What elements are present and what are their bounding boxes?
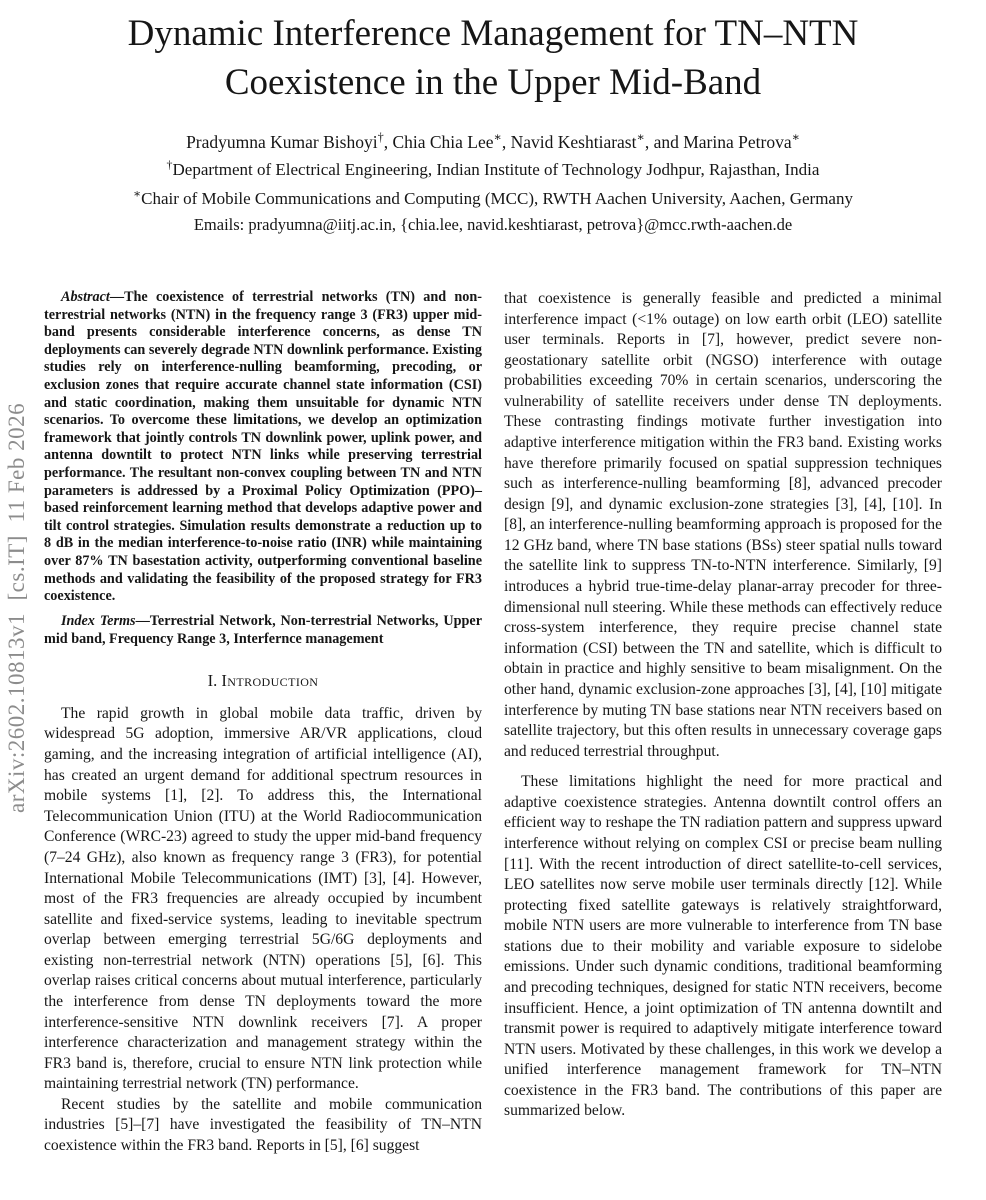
affiliation-mark: ∗ [133, 186, 142, 201]
affiliation-text: Chair of Mobile Communications and Computing (MCC), RWTH Aachen University, Aachen, Germany [141, 189, 853, 209]
paper-header [0, 0, 986, 235]
right-column [504, 289, 942, 1157]
abstract-label: Abstract [61, 288, 110, 305]
section-heading-introduction [44, 670, 482, 692]
affiliation-line [0, 187, 986, 212]
left-column [44, 289, 482, 1157]
author-separator: , [383, 131, 393, 152]
section-title: Introduction [221, 671, 319, 691]
author-affiliation-mark: ∗ [636, 129, 645, 144]
author-affiliation-mark: † [377, 129, 384, 144]
author-separator: , and [644, 131, 684, 152]
author-line [0, 129, 986, 153]
paper-title: Dynamic Interference Management for TN–NTN Coexistence in the Upper Mid-Band [127, 13, 859, 103]
affiliation-mark: † [166, 157, 173, 171]
author-affiliation-mark: ∗ [493, 129, 502, 144]
index-terms-text: —Terrestrial Network, Non-terrestrial Networks, Upper mid band, Frequency Range 3, Interfernce management [44, 612, 482, 647]
author-name: Pradyumna Kumar Bishoyi [186, 131, 378, 152]
abstract [44, 289, 482, 606]
email-line: Emails: pradyumna@iitj.ac.in, {chia.lee, navid.keshtiarast, petrova}@mcc.rwth-aachen.de [193, 214, 793, 234]
intro-paragraph-2: Recent studies by the satellite and mobile communication industries [5]–[7] have investigated the feasibility of TN–NTN coexistence within the FR3 band. Reports in [5], [6] suggest [44, 1095, 482, 1155]
abstract-text: —The coexistence of terrestrial networks (TN) and non-terrestrial networks (NTN) in the frequency range 3 (FR3) upper mid-band presents considerable interference concerns, as dense TN deployments can severely degrade NTN downlink performance. Existing studies rely on interference-nulling beamforming, precoding, or exclusion zones that require accurate channel state information (CSI) and static coordination, making them unsuitable for dynamic NTN scenarios. To overcome these limitations, we develop an optimization framework that jointly controls TN downlink power, uplink power, and antenna downtilt to protect NTN links while preserving terrestrial performance. The resultant non-convex coupling between TN and NTN parameters is addressed by a Proximal Policy Optimization (PPO)–based reinforcement learning method that develops adaptive power and tilt control strategies. Simulation results demonstrate a reduction up to 8 dB in the median interference-to-noise ratio (INR) while maintaining over 87% TN basestation activity, outperforming conventional baseline methods and validating the feasibility of the proposed strategy for FR3 coexistence. [44, 288, 482, 605]
author-separator: , [501, 131, 511, 152]
index-terms [44, 613, 482, 648]
affiliation-text: Department of Electrical Engineering, Indian Institute of Technology Jodhpur, Rajasthan, India [172, 159, 820, 179]
intro-paragraph-3: These limitations highlight the need for more practical and adaptive coexistence strategies. Antenna downtilt control offers an efficient way to reshape the TN radiation pattern and suppress upward interference without relying on complex CSI or precise beam nulling [11]. With the recent introduction of direct satellite-to-cell services, LEO satellites now serve mobile user terminals directly [12]. While protecting fixed satellite gateways is relatively straightforward, mobile NTN users are more vulnerable to interference from TN base stations due to their mobility and variable exposure to sidelobe emissions. Under such dynamic conditions, traditional beamforming and precoding techniques, designed for static NTN receivers, become insufficient. Hence, a joint optimization of TN antenna downtilt and transmit power is required to adaptively mitigate interference toward NTN users. Motivated by these challenges, in this work we develop a unified interference management framework for TN–NTN coexistence in the FR3 band. The contributions of this paper are summarized below. [504, 773, 942, 1120]
intro-paragraph-2-continued: that coexistence is generally feasible and predicted a minimal interference impact (<1% outage) on low earth orbit (LEO) satellite user terminals. Reports in [7], however, predict severe non-geostationary satellite orbit (NGSO) interference with outage probabilities exceeding 70% in certain scenarios, underscoring the vulnerability of satellite receivers under dense TN deployments. These contrasting findings motivate further investigation into adaptive interference mitigation within the FR3 band. Existing works have therefore primarily focused on spatial suppression techniques such as interference-nulling beamforming [8], advanced precoder design [9], and dynamic exclusion-zone strategies [3], [4], [10]. In [8], an interference-nulling beamforming approach is proposed for the 12 GHz band, where TN base stations (BSs) steer spatial nulls toward the satellite link to suppress TN-to-NTN interference. Similarly, [9] introduces a hybrid true-time-delay planar-array precoder for three-dimensional null steering. While these methods can effectively reduce cross-system interference, they require precise channel state information (CSI) between the TN and satellite, which is difficult to obtain in practice and highly sensitive to beam misalignment. On the other hand, dynamic exclusion-zone approaches [3], [4], [10] mitigate interference by muting TN base stations near NTN receivers based on satellite trajectory, but this often results in unnecessary coverage gaps and reduced terrestrial throughput. [504, 289, 942, 760]
author-affiliation-mark: ∗ [791, 129, 800, 144]
affiliation-line [0, 158, 986, 183]
intro-paragraph-1: The rapid growth in global mobile data traffic, driven by widespread 5G adoption, immersive AR/VR applications, cloud gaming, and the increasing integration of artificial intelligence (AI), has created an urgent demand for additional spectrum resources in mobile systems [1], [2]. To address this, the International Telecommunication Union (ITU) at the World Radiocommunication Conference (WRC-23) agreed to study the upper mid-band frequency (7–24 GHz), also known as frequency range 3 (FR3), for potential International Mobile Telecommunications (IMT) [3], [4]. However, most of the FR3 frequencies are already occupied by incumbent satellite and fixed-service systems, leading to inevitable spectrum overlap between emerging terrestrial 5G/6G deployments and existing non-terrestrial network (NTN) operations [5], [6]. This overlap raises critical concerns about mutual interference, particularly the interference from dense TN deployments toward the more interference-sensitive NTN downlink receivers [7]. A proper interference characterization and management strategy within the FR3 band is, therefore, crucial to ensure NTN link protection while maintaining terrestrial network (TN) performance. [44, 704, 482, 1093]
author-name: Chia Chia Lee [392, 131, 494, 152]
author-name: Navid Keshtiarast [510, 131, 637, 152]
index-terms-label: Index Terms [61, 612, 136, 629]
two-column-body [0, 289, 986, 1157]
section-number: I. [207, 671, 218, 691]
arxiv-watermark: arXiv:2602.10813v1 [cs.IT] 11 Feb 2026 [4, 402, 29, 813]
author-name: Marina Petrova [683, 131, 792, 152]
